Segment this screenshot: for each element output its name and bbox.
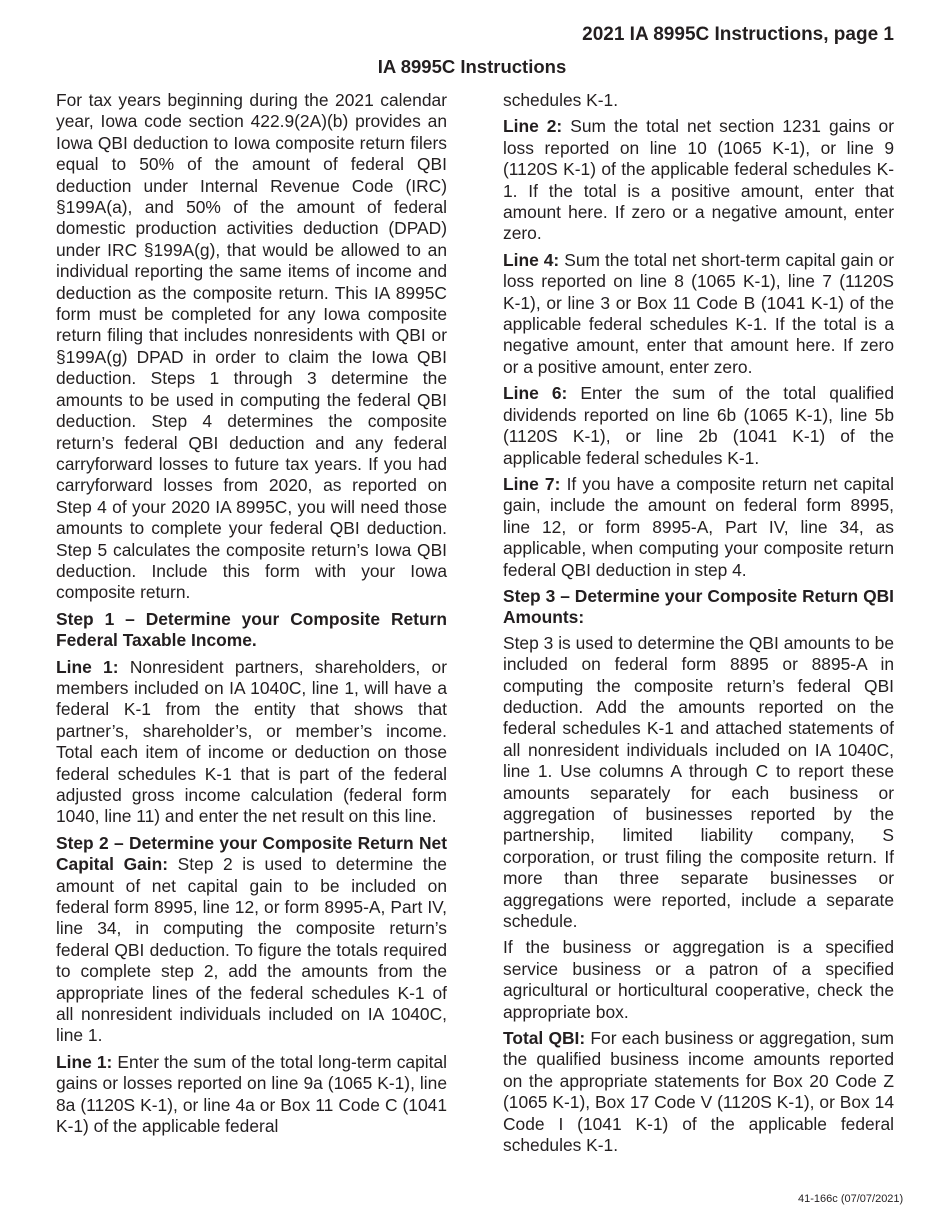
form-footer <box>798 1193 903 1205</box>
line2-label: Line 2: <box>503 116 563 137</box>
line6-label: Line 6: <box>503 383 568 404</box>
line6-paragraph <box>503 383 894 469</box>
line7-text: If you have a composite return net capital gain, include the amount on federal form 8995, line 12, or form 8995-A, Part IV, line 34, as applicable, when computing your composite return federal QBI deduction in step 4. <box>503 473 894 580</box>
step3-heading: Step 3 – Determine your Composite Return QBI Amounts: <box>503 585 894 628</box>
step1-line1-paragraph <box>56 657 447 828</box>
form-revision-date: (07/07/2021) <box>840 1193 904 1205</box>
step2-text: Step 2 is used to determine the amount of net capital gain to be included on federal form 8995, line 12, or form 8995-A, Part IV, line 34, in computing the composite return’s federal QBI deduction. To figure the totals required to complete step 2, add the amounts from the appropriate lines of the federal schedules K-1 of all nonresident individuals included on IA 1040C, line 1. <box>56 854 447 1046</box>
left-column <box>56 90 447 1143</box>
specified-service-paragraph: If the business or aggregation is a specified service business or a patron of a specified agricultural or horticultural cooperative, check the appropriate box. <box>503 937 894 1022</box>
continuation-text: schedules K-1. <box>503 90 619 110</box>
line4-text: Sum the total net short-term capital gain or loss reported on line 8 (1065 K-1), line 7 (1120S K-1), or line 3 or Box 11 Code B (1041 K-1) of the applicable federal schedules K-1. If the total is a negative amount, enter that amount here. If zero or a positive amount, enter zero. <box>503 249 895 377</box>
right-column <box>503 90 894 1162</box>
total-qbi-paragraph <box>503 1028 894 1156</box>
step1-heading: Step 1 – Determine your Composite Return Federal Taxable Income. <box>56 608 447 651</box>
line6-text: Enter the sum of the total qualified dividends reported on line 6b (1065 K-1), line 5b (1120S K-1), or line 2b (1041 K-1) of the applicable federal schedules K-1. <box>503 383 895 468</box>
line4-label: Line 4: <box>503 249 560 270</box>
step2-heading: Step 2 – Determine your Composite Return Net Capital Gain: <box>56 832 447 875</box>
step1-line1-text: Nonresident partners, shareholders, or members included on IA 1040C, line 1, will have a federal K-1 from the entity that shows that partner’s, shareholder’s, or member’s income. Total each item of income or deduction on those federal schedules K-1 that is part of the federal adjusted gross income calculation (federal form 1040, line 11) and enter the net result on this line. <box>56 656 448 827</box>
line7-paragraph <box>503 474 894 581</box>
step2-paragraph <box>56 833 447 1047</box>
line2-text: Sum the total net section 1231 gains or loss reported on line 10 (1065 K-1), or line 9 (1120S K-1) of the applicable federal schedules K-1. If the total is a positive amount, enter that amount here. If zero or a negative amount, enter zero. <box>503 116 894 244</box>
page-header: 2021 IA 8995C Instructions, page 1 <box>582 24 894 45</box>
document-title: IA 8995C Instructions <box>377 56 567 77</box>
step3-paragraph: Step 3 is used to determine the QBI amounts to be included on federal form 8895 or 8895-A in computing the composite return’s federal QBI deduction. Add the amounts reported on the federal schedules K-1 and attached statements of all nonresident individuals included on IA 1040C, line 1. Use columns A through C to report these amounts separately for each business or aggregation of businesses reported by the partnership, limited liability company, S corporation, or trust filing the composite return. If more than three separate businesses or aggregations were reported, include a separate schedule. <box>503 632 894 932</box>
form-id: 41-166c <box>798 1193 838 1205</box>
intro-paragraph: For tax years beginning during the 2021 calendar year, Iowa code section 422.9(2A)(b) provides an Iowa QBI deduction to Iowa composite return filers equal to 50% of the amount of federal QBI deduction under Internal Revenue Code (IRC) §199A(a), and 50% of the amount of federal domestic production activities deduction (DPAD) under IRC §199A(g), that would be allowed to an individual reporting the same items of income and deduction as the composite return. This IA 8995C form must be completed for any Iowa composite return filing that includes nonresidents with QBI or §199A(g) DPAD in order to claim the Iowa QBI deduction. Steps 1 through 3 determine the amounts to be used in computing the federal QBI deduction. Step 4 determines the composite return’s federal QBI deduction and any federal carryforward losses to future tax years. If you had carryforward losses from 2020, as reported on Step 4 of your 2020 IA 8995C, you will need those amounts to complete your federal QBI deduction. Step 5 calculates the composite return’s Iowa QBI deduction. Include this form with your Iowa composite return. <box>56 90 447 603</box>
step2-line1-label: Line 1: <box>56 1051 113 1072</box>
total-qbi-label: Total QBI: <box>503 1028 586 1049</box>
line7-label: Line 7: <box>503 473 561 494</box>
step1-line1-label: Line 1: <box>56 656 119 677</box>
line4-paragraph <box>503 250 894 378</box>
step2-line1-paragraph <box>56 1052 447 1138</box>
total-qbi-text: For each business or aggregation, sum the qualified business income amounts reported on the appropriate statements for Box 20 Code Z (1065 K-1), Box 17 Code V (1120S K-1), or Box 14 Code I (1041 K-1) of the applicable federal schedules K-1. <box>503 1028 894 1156</box>
step2-line1-text: Enter the sum of the total long-term capital gains or losses reported on line 9a (1065 K-1), line 8a (1120S K-1), or line 4a or Box 11 Code C (1041 K-1) of the applicable federal <box>56 1051 448 1137</box>
line2-paragraph <box>503 116 894 244</box>
